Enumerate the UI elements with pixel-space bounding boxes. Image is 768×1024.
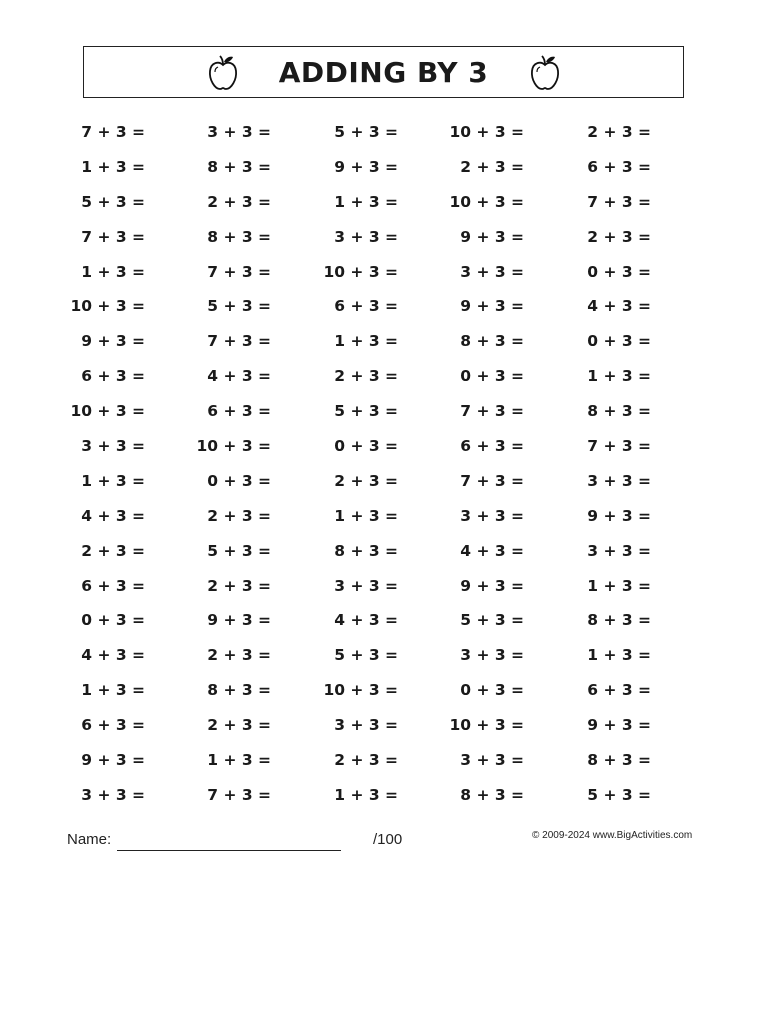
math-problem: 9 + 3 =: [81, 751, 145, 770]
problem-row: [0, 150, 768, 185]
math-problem: 6 + 3 =: [81, 367, 145, 386]
name-label: Name:: [67, 831, 112, 848]
math-problem: 9 + 3 =: [587, 506, 651, 525]
math-problem: 10 + 3 =: [323, 262, 398, 281]
math-problem: 3 + 3 =: [334, 716, 398, 735]
math-problem: 8 + 3 =: [587, 611, 651, 630]
problem-row: [0, 115, 768, 150]
math-problem: 2 + 3 =: [334, 367, 398, 386]
math-problem: 2 + 3 =: [334, 471, 398, 490]
math-problem: 2 + 3 =: [587, 227, 651, 246]
math-problem: 1 + 3 =: [81, 262, 145, 281]
math-problem: 3 + 3 =: [207, 123, 271, 141]
math-problem: 7 + 3 =: [207, 785, 271, 804]
problem-row: [0, 708, 768, 743]
math-problem: 8 + 3 =: [207, 157, 271, 176]
math-problem: 6 + 3 =: [81, 716, 145, 735]
math-problem: 1 + 3 =: [334, 332, 398, 351]
math-problem: 3 + 3 =: [587, 541, 651, 560]
problem-row: [0, 638, 768, 673]
math-problem: 0 + 3 =: [460, 681, 524, 700]
math-problem: 7 + 3 =: [207, 262, 271, 281]
math-problem: 1 + 3 =: [334, 785, 398, 804]
math-problem: 9 + 3 =: [460, 227, 524, 246]
math-problem: 9 + 3 =: [460, 576, 524, 595]
math-problem: 1 + 3 =: [81, 157, 145, 176]
apple-icon: [528, 54, 562, 92]
math-problem: 2 + 3 =: [207, 506, 271, 525]
math-problem: 7 + 3 =: [81, 123, 145, 141]
problem-row: [0, 394, 768, 429]
math-problem: 2 + 3 =: [587, 123, 651, 141]
math-problem: 8 + 3 =: [460, 785, 524, 804]
math-problem: 6 + 3 =: [587, 157, 651, 176]
math-problem: 7 + 3 =: [587, 437, 651, 456]
math-problem: 9 + 3 =: [81, 332, 145, 351]
math-problem: 1 + 3 =: [81, 681, 145, 700]
math-problem: 1 + 3 =: [334, 192, 398, 211]
math-problem: 4 + 3 =: [334, 611, 398, 630]
math-problem: 4 + 3 =: [81, 506, 145, 525]
math-problem: 9 + 3 =: [207, 611, 271, 630]
page-title: ADDING BY 3: [278, 55, 489, 89]
math-problem: 2 + 3 =: [207, 192, 271, 211]
math-problem: 10 + 3 =: [70, 402, 145, 421]
math-problem: 3 + 3 =: [81, 437, 145, 456]
problem-row: [0, 289, 768, 324]
math-problem: 10 + 3 =: [70, 297, 145, 316]
math-problem: 0 + 3 =: [81, 611, 145, 630]
math-problem: 7 + 3 =: [587, 192, 651, 211]
math-problem: 1 + 3 =: [587, 646, 651, 665]
math-problem: 5 + 3 =: [207, 297, 271, 316]
math-problem: 8 + 3 =: [207, 227, 271, 246]
problem-row: [0, 324, 768, 359]
math-problem: 9 + 3 =: [460, 297, 524, 316]
math-problem: 0 + 3 =: [587, 262, 651, 281]
math-problem: 5 + 3 =: [587, 785, 651, 804]
math-problem: 3 + 3 =: [81, 785, 145, 804]
problem-row: [0, 673, 768, 708]
math-problem: 6 + 3 =: [460, 437, 524, 456]
math-problem: 4 + 3 =: [460, 541, 524, 560]
problem-row: [0, 255, 768, 290]
math-problem: 4 + 3 =: [81, 646, 145, 665]
math-problem: 2 + 3 =: [460, 157, 524, 176]
math-problem: 5 + 3 =: [334, 402, 398, 421]
problem-row: [0, 534, 768, 569]
math-problem: 8 + 3 =: [587, 402, 651, 421]
math-problem: 10 + 3 =: [323, 681, 398, 700]
math-problem: 7 + 3 =: [460, 471, 524, 490]
math-problem: 4 + 3 =: [587, 297, 651, 316]
math-problem: 3 + 3 =: [460, 646, 524, 665]
math-problem: 1 + 3 =: [81, 471, 145, 490]
apple-icon: [206, 54, 240, 92]
math-problem: 0 + 3 =: [460, 367, 524, 386]
problem-row: [0, 464, 768, 499]
math-problem: 3 + 3 =: [334, 576, 398, 595]
copyright-text: © 2009-2024 www.BigActivities.com: [532, 830, 693, 841]
math-problem: 3 + 3 =: [460, 262, 524, 281]
math-problem: 7 + 3 =: [460, 402, 524, 421]
math-problem: 5 + 3 =: [207, 541, 271, 560]
math-problem: 10 + 3 =: [449, 716, 524, 735]
math-problem: 6 + 3 =: [207, 402, 271, 421]
math-problem: 1 + 3 =: [207, 751, 271, 770]
math-problem: 10 + 3 =: [449, 123, 524, 141]
problem-row: [0, 185, 768, 220]
math-problem: 8 + 3 =: [587, 751, 651, 770]
name-answer-line[interactable]: [117, 850, 341, 851]
math-problem: 4 + 3 =: [207, 367, 271, 386]
math-problem: 9 + 3 =: [587, 716, 651, 735]
math-problem: 6 + 3 =: [81, 576, 145, 595]
score-label: /100: [373, 831, 403, 848]
problem-row: [0, 569, 768, 604]
title-box: [83, 46, 684, 98]
math-problem: 9 + 3 =: [334, 157, 398, 176]
math-problem: 3 + 3 =: [334, 227, 398, 246]
math-problem: 8 + 3 =: [460, 332, 524, 351]
problem-row: [0, 429, 768, 464]
math-problem: 2 + 3 =: [207, 576, 271, 595]
math-problem: 0 + 3 =: [207, 471, 271, 490]
problem-grid: [0, 115, 768, 813]
math-problem: 10 + 3 =: [196, 437, 271, 456]
math-problem: 2 + 3 =: [81, 541, 145, 560]
math-problem: 8 + 3 =: [207, 681, 271, 700]
math-problem: 6 + 3 =: [334, 297, 398, 316]
problem-row: [0, 499, 768, 534]
problem-row: [0, 359, 768, 394]
math-problem: 5 + 3 =: [334, 646, 398, 665]
problem-row: [0, 220, 768, 255]
math-problem: 5 + 3 =: [81, 192, 145, 211]
math-problem: 7 + 3 =: [81, 227, 145, 246]
problem-row: [0, 778, 768, 813]
math-problem: 5 + 3 =: [460, 611, 524, 630]
math-problem: 3 + 3 =: [460, 506, 524, 525]
math-problem: 0 + 3 =: [587, 332, 651, 351]
math-problem: 2 + 3 =: [334, 751, 398, 770]
math-problem: 0 + 3 =: [334, 437, 398, 456]
math-problem: 2 + 3 =: [207, 646, 271, 665]
math-problem: 8 + 3 =: [334, 541, 398, 560]
math-problem: 3 + 3 =: [460, 751, 524, 770]
math-problem: 10 + 3 =: [449, 192, 524, 211]
math-problem: 3 + 3 =: [587, 471, 651, 490]
problem-row: [0, 603, 768, 638]
math-problem: 1 + 3 =: [334, 506, 398, 525]
math-problem: 2 + 3 =: [207, 716, 271, 735]
math-problem: 1 + 3 =: [587, 576, 651, 595]
math-problem: 1 + 3 =: [587, 367, 651, 386]
math-problem: 5 + 3 =: [334, 123, 398, 141]
problem-row: [0, 743, 768, 778]
math-problem: 7 + 3 =: [207, 332, 271, 351]
math-problem: 6 + 3 =: [587, 681, 651, 700]
